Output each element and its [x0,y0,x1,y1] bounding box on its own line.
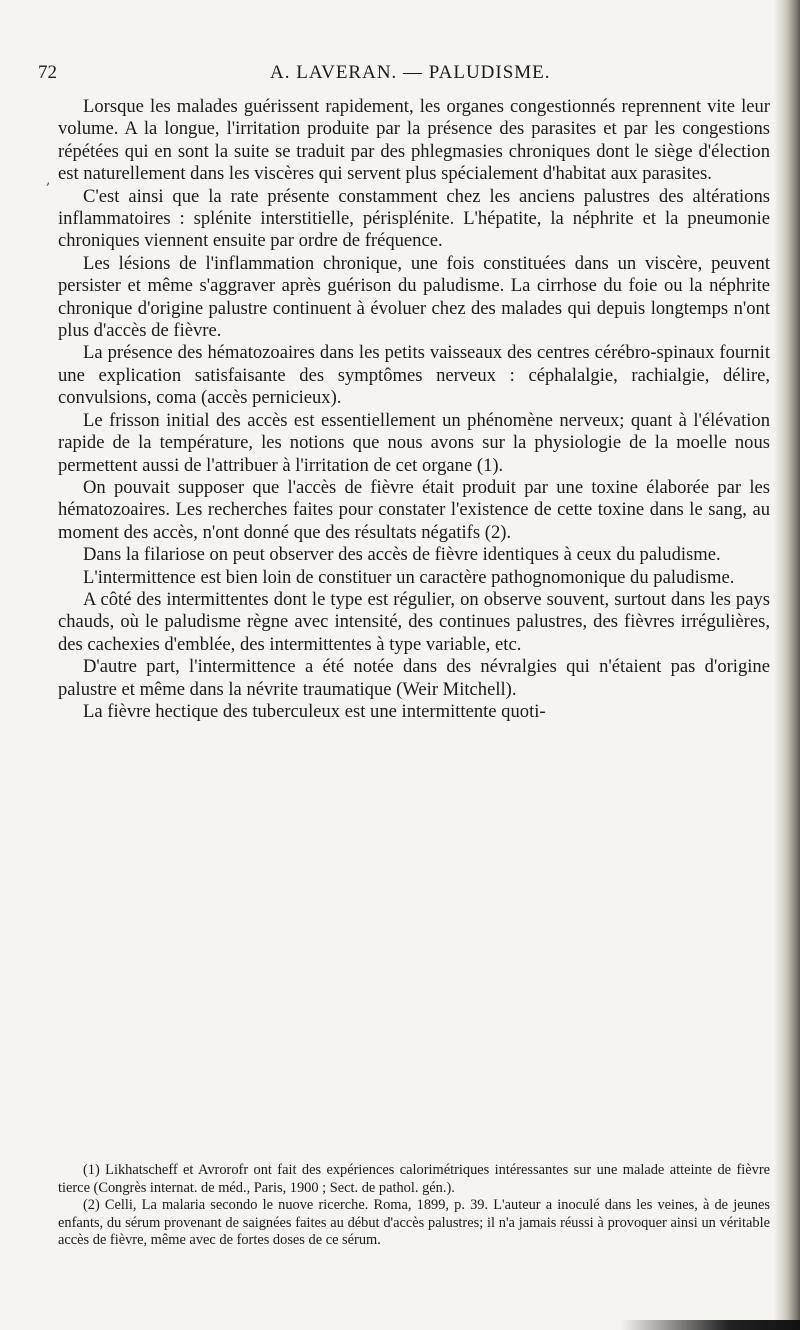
footnote: (2) Celli, La malaria secondo le nuove ricerche. Roma, 1899, p. 39. L'auteur a inoculé dans les veines, à de jeunes enfants, du sérum provenant de saignées faites au début d'accès palustres; il n'a jamais réussi à provoquer ainsi un véritable accès de fièvre, même avec de fortes doses de ce sérum. [58,1197,770,1249]
footnote: (1) Likhatscheff et Avrorofr ont fait des expériences calorimétriques intéressantes sur une malade atteinte de fièvre tierce (Congrès internat. de méd., Paris, 1900 ; Sect. de pathol. gén.). [58,1162,770,1196]
paragraph: Le frisson initial des accès est essentiellement un phénomène nerveux; quant à l'élévation rapide de la température, les notions que nous avons sur la physiologie de la moelle nous permettent aussi de l'attribuer à l'irritation de cet organe (1). [58,409,770,476]
footnotes [58,1162,770,1250]
body-text [58,96,770,723]
paragraph: L'intermittence est bien loin de constituer un caractère pathognomonique du paludisme. [83,566,735,588]
paragraph: Lorsque les malades guérissent rapidement, les organes congestionnés reprennent vite leur volume. A la longue, l'irritation produite par la présence des parasites et par les congestions répétées qui en sont la suite se traduit par des phlegmasies chroniques dont le siège d'élection est naturellement dans les viscères qui servent plus spécialement d'habitat aux parasites. [58,96,770,185]
paragraph: La présence des hématozoaires dans les petits vaisseaux des centres cérébro-spinaux fournit une explication satisfaisante des symptômes nerveux : céphalalgie, rachialgie, délire, convulsions, coma (accès pernicieux). [58,342,770,409]
page-number: 72 [38,62,57,83]
paragraph: C'est ainsi que la rate présente constamment chez les anciens palustres des altérations inflammatoires : splénite interstitielle, périsplénite. L'hépatite, la néphrite et la pneumonie chroniques viennent ensuite par ordre de fréquence. [58,185,770,252]
paragraph: Dans la filariose on peut observer des accès de fièvre identiques à ceux du paludisme. [83,544,721,566]
paragraph: La fièvre hectique des tuberculeux est une intermittente quoti- [83,700,546,722]
page-bottom-shadow [620,1320,800,1330]
paragraph: On pouvait supposer que l'accès de fièvre était produit par une toxine élaborée par les hématozoaires. Les recherches faites pour constater l'existence de cette toxine dans le sang, au moment des accès, n'ont donné que des résultats négatifs (2). [58,476,770,543]
paragraph: D'autre part, l'intermittence a été notée dans des névralgies qui n'étaient pas d'origine palustre et même dans la névrite traumatique (Weir Mitchell). [58,656,770,700]
page-edge-shadow [774,0,800,1330]
running-title: A. LAVERAN. — PALUDISME. [270,62,551,83]
paragraph: A côté des intermittentes dont le type est régulier, on observe souvent, surtout dans les pays chauds, où le paludisme règne avec intensité, des continues palustres, des fièvres irrégulières, des cachexies d'emblée, des intermittentes à type variable, etc. [58,588,770,655]
page-header [38,62,778,86]
margin-mark: , [46,172,51,188]
paragraph: Les lésions de l'inflammation chronique, une fois constituées dans un viscère, peuvent persister et même s'aggraver après guérison du paludisme. La cirrhose du foie ou la néphrite chronique d'origine palustre continuent à évoluer chez des malades qui depuis longtemps n'ont plus d'accès de fièvre. [58,252,770,342]
